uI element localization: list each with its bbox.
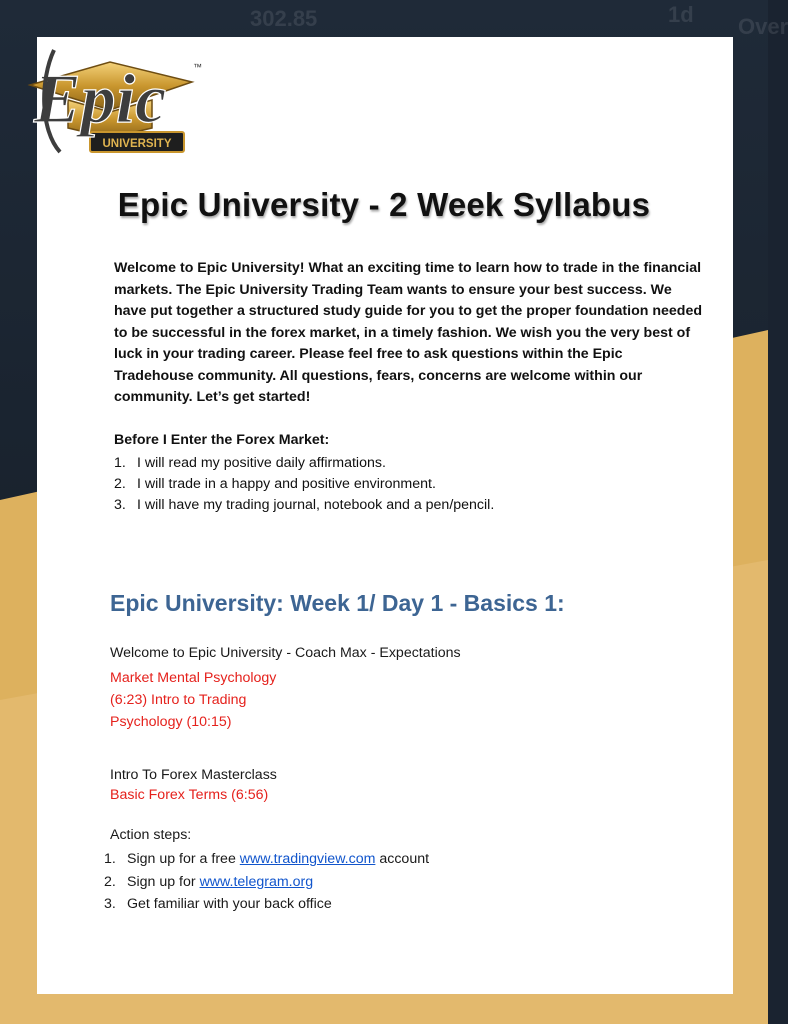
lesson-link-psychology[interactable]: Market Mental Psychology: [110, 670, 277, 686]
list-item: 2. I will trade in a happy and positive environment.: [114, 476, 436, 492]
before-heading: Before I Enter the Forex Market:: [114, 432, 330, 448]
background-ticker: Over: [738, 14, 788, 39]
telegram-link[interactable]: www.telegram.org: [199, 873, 314, 890]
welcome-lesson: Welcome to Epic University - Coach Max - Expectations: [110, 645, 461, 661]
lesson-link-intro-trading[interactable]: (6:23) Intro to Trading: [110, 692, 247, 708]
page-title: Epic University - 2 Week Syllabus: [117, 186, 651, 223]
week-1-heading: Epic University: Week 1/ Day 1 - Basics 1:: [110, 590, 565, 616]
list-item: 1. Sign up for a free www.tradingview.com account: [104, 851, 430, 867]
background-ticker: 1d: [668, 2, 694, 27]
list-item: 2. Sign up for www.telegram.org: [104, 873, 314, 890]
action-steps-heading: Action steps:: [110, 827, 192, 843]
background-ticker: 302.85: [250, 6, 318, 31]
tradingview-link[interactable]: www.tradingview.com: [239, 851, 376, 867]
masterclass-label: Intro To Forex Masterclass: [110, 767, 277, 783]
lesson-link-psychology-2[interactable]: Psychology (10:15): [110, 714, 232, 730]
intro-paragraph: Welcome to Epic University! What an exciting time to learn how to trade in the financial markets. The Epic University Trading Team wants to ensure your best success. We have put together a structured study guide for you to get the proper foundation needed to be successful in the forex market, in a timely fashion. We wish you the very best of luck in your trading career. Please feel free to ask questions within the Epic Tradehouse community. All questions, fears, concerns are welcome within our community. Let’s get started!: [114, 260, 703, 405]
before-list: [114, 453, 694, 516]
epic-university-logo: [10, 20, 210, 160]
logo-wordmark: Epic: [34, 61, 167, 138]
list-item: 3. I will have my trading journal, notebook and a pen/pencil.: [114, 497, 495, 513]
action-steps-list: [104, 848, 429, 916]
logo-trademark: ™: [193, 62, 202, 72]
lesson-link-forex-terms[interactable]: Basic Forex Terms (6:56): [110, 787, 269, 803]
list-item: 3. Get familiar with your back office: [104, 896, 332, 912]
list-item: 1. I will read my positive daily affirmations.: [114, 455, 386, 471]
logo-badge-text: UNIVERSITY: [102, 138, 172, 150]
